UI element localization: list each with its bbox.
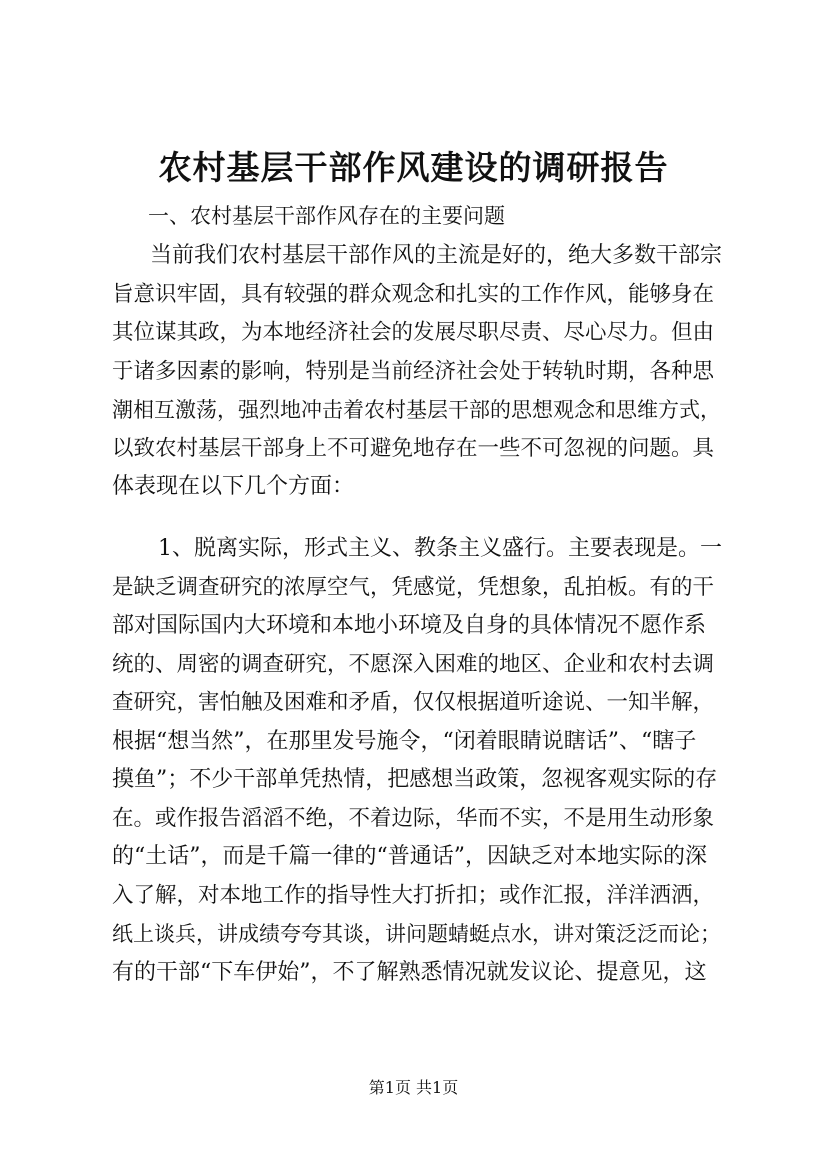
paragraph-line: 以致农村基层干部身上不可避免地存在一些不可忽视的问题。具: [112, 435, 715, 461]
paragraph-line: 是缺乏调查研究的浓厚空气，凭感觉，凭想象，乱拍板。有的干: [112, 574, 715, 600]
paragraph-line: 的“土话”，而是千篇一律的“普通话”，因缺乏对本地实际的深: [112, 844, 707, 869]
paragraph-line: 部对国际国内大环境和本地小环境及自身的具体情况不愿作系: [112, 613, 707, 638]
document-title: 农村基层干部作风建设的调研报告: [158, 148, 669, 187]
paragraph-line: 有的干部“下车伊始”，不了解熟悉情况就发议论、提意见，这: [112, 959, 707, 985]
paragraph-line: 体表现在以下几个方面：: [112, 474, 355, 499]
paragraph-line: 摸鱼”；不少干部单凭热情，把感想当政策，忽视客观实际的存: [112, 767, 718, 792]
paragraph-line: 统的、周密的调查研究，不愿深入困难的地区、企业和农村去调: [112, 651, 715, 677]
paragraph-line: 其位谋其政，为本地经济社会的发展尽职尽责、尽心尽力。但由: [112, 320, 715, 345]
paragraph-line: 1、脱离实际，形式主义、教条主义盛行。主要表现是。一: [158, 536, 722, 561]
paragraph-line: 当前我们农村基层干部作风的主流是好的，绝大多数干部宗: [150, 243, 722, 268]
paragraph-line: 纸上谈兵，讲成绩夸夸其谈，讲问题蜻蜓点水，讲对策泛泛而论；: [112, 922, 721, 946]
paragraph-line: 在。或作报告滔滔不绝，不着边际，华而不实，不是用生动形象: [112, 805, 715, 831]
paragraph-line: 入了解，对本地工作的指导性大打折扣；或作汇报，洋洋洒洒，: [112, 882, 715, 908]
section-heading: 一、农村基层干部作风存在的主要问题: [148, 204, 505, 228]
paragraph-line: 根据“想当然”，在那里发号施令，“闭着眼睛说瞎话”、“瞎子: [112, 728, 697, 754]
paragraph-line: 查研究，害怕触及困难和矛盾，仅仅根据道听途说、一知半解，: [112, 690, 715, 715]
paragraph-line: 潮相互激荡，强烈地冲击着农村基层干部的思想观念和思维方式，: [112, 398, 721, 422]
page-footer: 第1页 共1页: [368, 1078, 459, 1097]
paragraph-line: 于诸多因素的影响，特别是当前经济社会处于转轨时期，各种思: [112, 358, 715, 384]
paragraph-line: 旨意识牢固，具有较强的群众观念和扎实的工作作风，能够身在: [112, 281, 715, 307]
